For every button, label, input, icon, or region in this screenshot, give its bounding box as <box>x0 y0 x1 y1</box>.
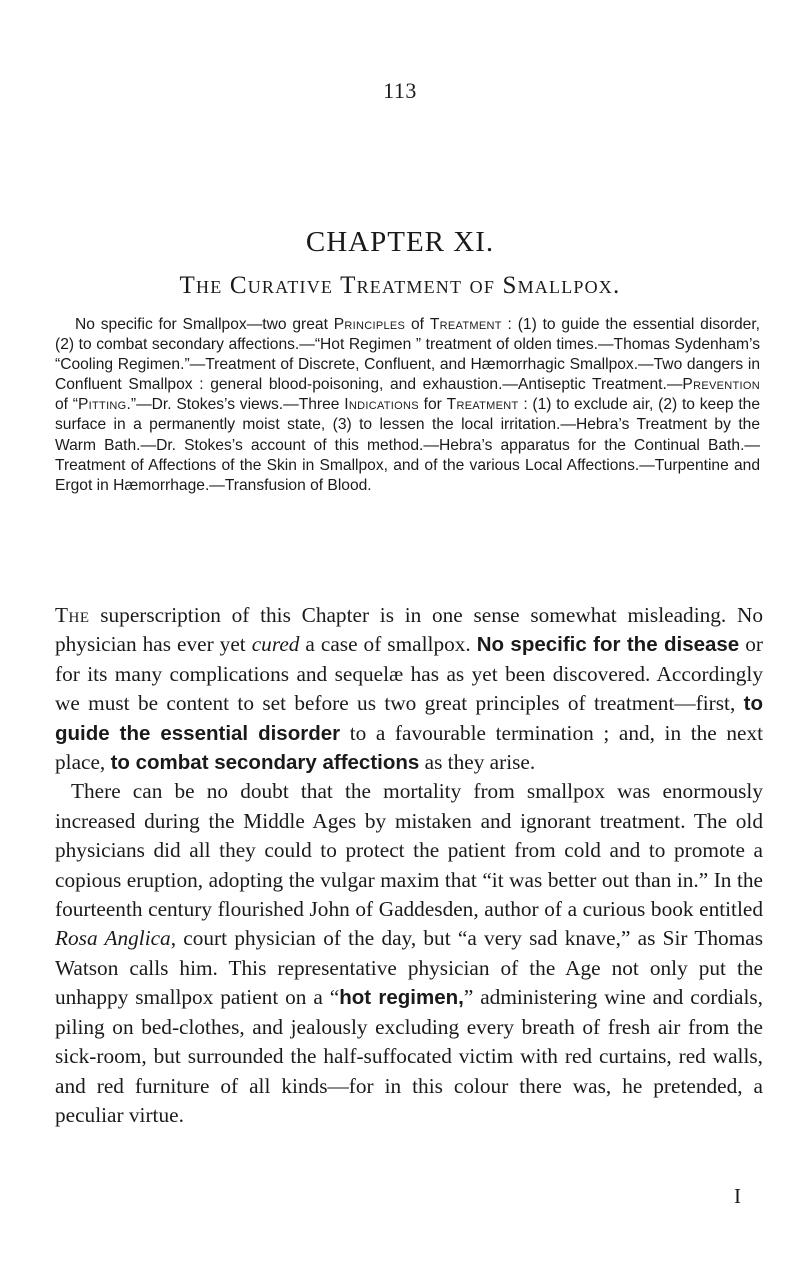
chapter-heading: CHAPTER XI. <box>305 226 495 258</box>
bold-text: hot regimen, <box>339 986 464 1010</box>
summary-text: of “ <box>55 396 78 414</box>
summary-smallcaps: Treatment <box>429 316 502 333</box>
paragraph-text: superscription of this Chapter is in one sense somewhat misleading. No physician has ever yet <box>55 603 763 657</box>
paragraph-text: ” administering wine and cordials, piling on bed-clothes, and jealously excluding every breath of fresh air from the sick-room, but surrounded the half-suffocated victim with red curtains, red walls, and red furniture of all kinds—for in this colour there was, he pretended, a peculiar virtue. <box>55 985 763 1127</box>
summary-smallcaps: Indications <box>344 396 419 414</box>
paragraph-text: There can be no doubt that the mortality from smallpox was enormously increased during the Middle Ages by mistaken and ignorant treatment. The old physicians did all they could to protect the patient from cold and to promote a copious eruption, adopting the vulgar maxim that “it was better out than in.” In the fourteenth century flourished John of Gaddesden, author of a curious book entitled <box>55 779 763 922</box>
summary-smallcaps: Prevention <box>682 376 760 394</box>
summary-smallcaps: Pitting <box>77 396 127 414</box>
catchword: I <box>734 1184 741 1208</box>
page-number: 113 <box>383 78 417 103</box>
paragraph-text: as they arise. <box>419 750 536 775</box>
paragraph-2 <box>55 777 763 1130</box>
body-text <box>55 601 763 1130</box>
paragraph-text: a case of smallpox. <box>299 632 477 657</box>
summary-text: : (1) to guide the essential disorder, (2) to combat secondary affections.—“Hot Regimen ” treatment of olden times.—Thomas Sydenham’s “Cooling Regimen.”—Treatment of Discrete, Confluent, and Hæmorrhagic Smallpox.—Two dangers in Confluent Smallpox : general blood-poisoning, and exhaustion.—Antiseptic Treatment.— <box>55 316 760 394</box>
paragraph-text: or for its many complications and sequelæ has as yet been discovered. Accordingly we must be content to set before us two great principles of treatment—first, <box>55 632 763 716</box>
chapter-summary <box>55 315 760 496</box>
summary-text: for <box>418 396 447 414</box>
summary-smallcaps: Treatment <box>446 396 519 414</box>
summary-text: : (1) to exclude air, (2) to keep the surface in a permanently moist state, (3) to lessen the local irritation.—Hebra’s Treatment by the Warm Bath.—Dr. Stokes’s account of this method.—Hebra’s apparatus for the Continual Bath.—Treatment of Affections of the Skin in Smallpox, and of the various Local Affections.—Turpentine and Ergot in Hæmorrhage.—Transfusion of Blood. <box>55 396 760 494</box>
paragraph-text: to a favourable termination ; and, in the next place, <box>55 720 764 775</box>
paragraph-text: , court physician of the day, but “a very sad knave,” as Sir Thomas Watson calls him. This representative physician of the Age not only put the unhappy smallpox patient on a “ <box>55 926 763 1010</box>
bold-text: to guide the essential disorder <box>55 692 763 745</box>
paragraph-lead-word: The <box>55 603 90 627</box>
summary-text: No specific for Smallpox—two great <box>75 316 334 333</box>
italic-text: cured <box>251 632 300 657</box>
bold-text: to combat secondary affections <box>110 751 420 775</box>
paragraph-1 <box>55 601 763 777</box>
summary-text: of <box>405 316 430 333</box>
bold-text: No specific for the disease <box>476 633 740 657</box>
summary-smallcaps: Principles <box>333 316 406 333</box>
summary-text: .”—Dr. Stokes’s views.—Three <box>126 396 345 414</box>
chapter-title: The Curative Treatment of Smallpox. <box>179 272 621 299</box>
italic-text: Rosa Anglica <box>55 926 171 951</box>
